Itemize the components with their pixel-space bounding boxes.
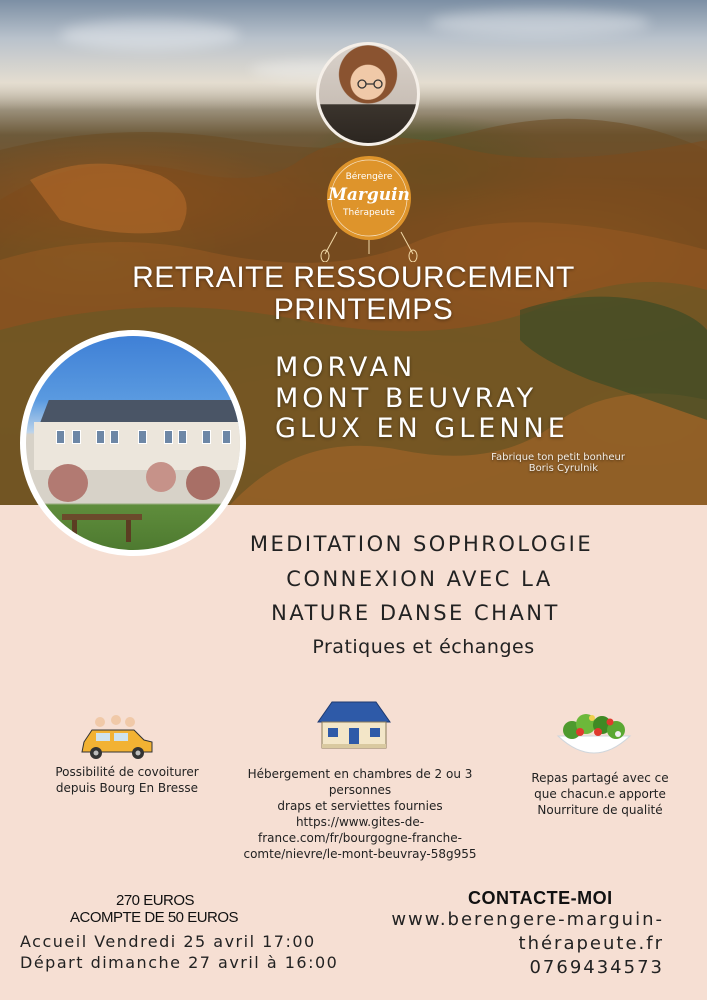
meal-line2: que chacun.e apporte [534,787,666,801]
contact-title: CONTACTE-MOI [468,888,613,908]
car-icon [78,712,156,762]
meal-line3: Nourriture de qualité [537,803,663,817]
arrival-time: Accueil Vendredi 25 avril 17:00 [20,932,316,951]
quote-author: Boris Cyrulnik [528,463,598,474]
carpool-info [50,764,204,796]
activities-line2: CONNEXION AVEC LA [286,567,553,591]
place-line3: GLUX EN GLENNE [275,413,569,444]
lodging-line1: Hébergement en chambres de 2 ou 3 personnes [247,767,473,797]
dreamcatcher-logo [319,152,419,262]
website-line1[interactable]: www.berengere-marguin- [391,909,664,930]
meal-line1: Repas partagé avec ce [531,771,669,785]
quote-text: Fabrique ton petit bonheur [491,452,625,463]
house-roof [32,400,242,422]
carpool-line1: Possibilité de covoiturer [55,765,199,779]
phone-number[interactable]: 0769434573 [529,957,664,978]
lodging-link-line2[interactable]: france.com/fr/bourgogne-franche- [258,831,462,845]
gite-house-photo [20,330,246,556]
house-icon [314,698,394,752]
retreat-title-line2: PRINTEMPS [273,293,454,326]
activities-line3: NATURE DANSE CHANT [271,601,560,625]
lodging-line2: draps et serviettes fournies [277,799,443,813]
meal-info [524,770,676,818]
lodging-info [215,766,505,862]
website-line2[interactable]: thérapeute.fr [518,933,664,954]
glasses-icon [355,79,385,89]
activities-line1: MEDITATION SOPHROLOGIE [249,532,594,556]
logo-role: Thérapeute [343,208,395,218]
dreamcatcher-icon [319,152,419,262]
activities-subtitle: Pratiques et échanges [312,636,535,658]
salad-icon [552,710,636,764]
carpool-line2: depuis Bourg En Bresse [55,781,199,795]
lodging-link-line3[interactable]: comte/nievre/le-mont-beuvray-58g955 [243,847,477,861]
price: 270 EUROS [116,892,195,909]
retreat-title-line1: RETRAITE RESSOURCEMENT [132,261,575,294]
logo-last-name: Marguin [328,185,410,205]
logo-first-name: Bérengère [345,172,393,182]
deposit: ACOMPTE DE 50 EUROS [70,909,239,926]
departure-time: Départ dimanche 27 avril à 16:00 [20,953,339,972]
place-line2: MONT BEUVRAY [275,383,538,414]
place-line1: MORVAN [275,352,417,383]
therapist-portrait [316,42,420,146]
lodging-link-line1[interactable]: https://www.gites-de- [295,815,425,829]
